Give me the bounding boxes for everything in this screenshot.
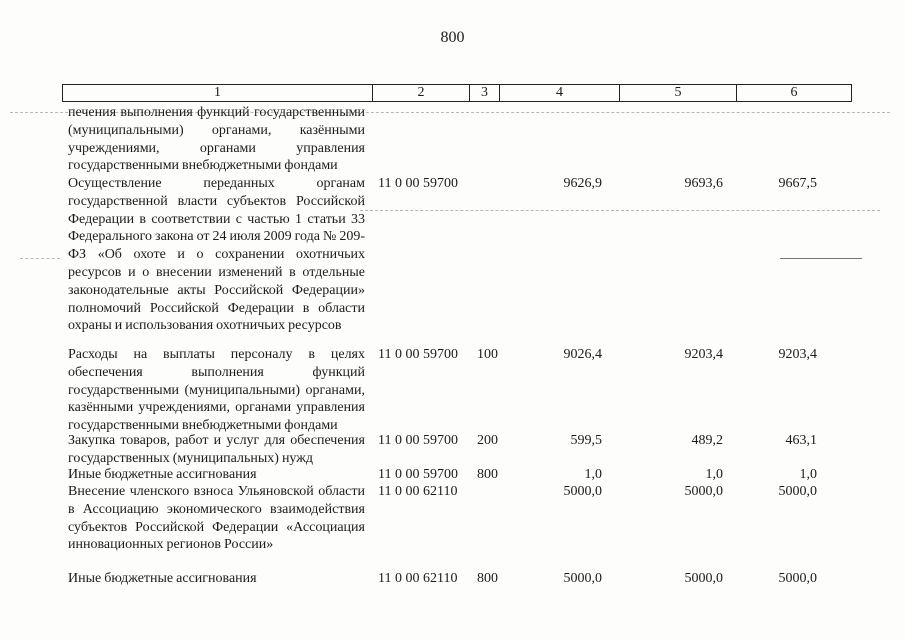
row-description: Расходы на выплаты персоналу в целях обеспечения выполнения функций государственными (муниципальными) органами, казёнными учреждениями, органами управления государственными внебюджетными фондами — [68, 347, 365, 434]
row-kind: 800 — [477, 467, 498, 482]
row-value-6: 5000,0 — [778, 571, 817, 586]
row-value-5: 489,2 — [691, 433, 723, 448]
column-header-5: 5 — [620, 85, 737, 101]
row-value-4: 9026,4 — [563, 347, 602, 362]
column-header-2: 2 — [373, 85, 470, 101]
column-header-4: 4 — [500, 85, 620, 101]
row-description: Иные бюджетные ассигнования — [68, 467, 257, 482]
row-value-6: 5000,0 — [778, 484, 817, 499]
row-description: Иные бюджетные ассигнования — [68, 571, 257, 586]
row-description: печения выполнения функций государственными (муниципальными) органами, казёнными учреждениями, органами управления государственными внебюджетными фондами — [68, 105, 365, 174]
row-value-5: 5000,0 — [684, 484, 723, 499]
scan-artifact-line — [780, 258, 862, 259]
row-value-5: 9693,6 — [684, 176, 723, 191]
row-value-6: 9203,4 — [778, 347, 817, 362]
scan-artifact-line — [360, 210, 880, 211]
column-header-1: 1 — [63, 85, 373, 101]
row-value-5: 9203,4 — [684, 347, 723, 362]
row-description: Внесение членского взноса Ульяновской области в Ассоциацию экономического взаимодействия субъектов Российской Федерации «Ассоциация инновационных регионов России» — [68, 484, 365, 553]
table-header — [62, 84, 852, 102]
scan-artifact-line — [20, 258, 60, 259]
row-code: 11 0 00 62110 — [378, 484, 458, 499]
row-code: 11 0 00 62110 — [378, 571, 458, 586]
row-description: Осуществление переданных органам государственной власти субъектов Российской Федерации в соответствии с частью 1 статьи 33 Федерального закона от 24 июля 2009 года № 209-ФЗ «Об охоте и о сохранении охотничьих ресурсов и о внесении изменений в отдельные законодательные акты Российской Федерации» полномочий Российской Федерации в области охраны и использования охотничьих ресурсов — [68, 176, 365, 334]
row-value-6: 463,1 — [785, 433, 817, 448]
row-code: 11 0 00 59700 — [378, 176, 458, 191]
column-header-3: 3 — [470, 85, 500, 101]
row-kind: 100 — [477, 347, 498, 362]
row-description: Закупка товаров, работ и услуг для обеспечения государственных (муниципальных) нужд — [68, 433, 365, 466]
row-code: 11 0 00 59700 — [378, 347, 458, 362]
row-value-4: 1,0 — [584, 467, 602, 482]
row-value-6: 1,0 — [799, 467, 817, 482]
row-value-5: 1,0 — [705, 467, 723, 482]
row-value-4: 9626,9 — [563, 176, 602, 191]
row-kind: 200 — [477, 433, 498, 448]
row-value-4: 599,5 — [570, 433, 602, 448]
row-value-4: 5000,0 — [563, 484, 602, 499]
row-value-6: 9667,5 — [778, 176, 817, 191]
page-number: 800 — [440, 29, 465, 46]
column-header-6: 6 — [790, 85, 798, 100]
row-code: 11 0 00 59700 — [378, 433, 458, 448]
row-kind: 800 — [477, 571, 498, 586]
row-value-5: 5000,0 — [684, 571, 723, 586]
row-value-4: 5000,0 — [563, 571, 602, 586]
row-code: 11 0 00 59700 — [378, 467, 458, 482]
